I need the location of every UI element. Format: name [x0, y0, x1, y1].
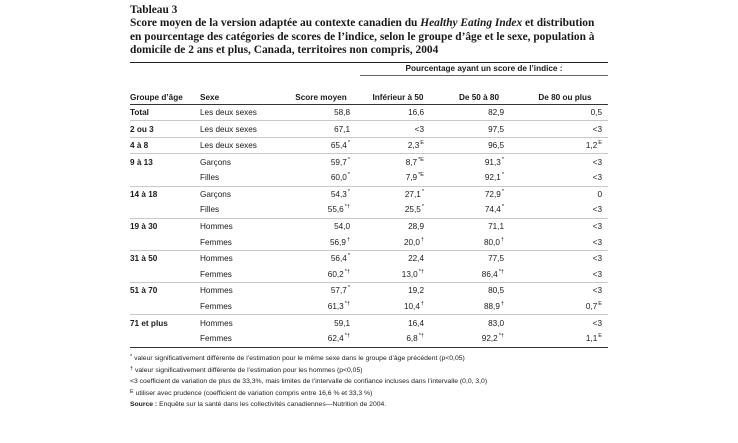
cell-below-50-value: 20,0	[403, 237, 420, 247]
table-row	[130, 154, 608, 170]
cell-80-plus-value: 0,7	[585, 302, 598, 312]
cell-sex-value: Garçons	[200, 157, 231, 167]
footnote-text: utiliser avec prudence (coefficient de variation compris entre 16,6 % et 33,3 %)	[135, 390, 373, 398]
footnotes	[130, 352, 608, 411]
cell-80-plus-value: <3	[592, 222, 602, 232]
cell-sex-value: Hommes	[200, 254, 233, 264]
cell-50-80	[436, 315, 522, 331]
footnote-symbol: E	[130, 389, 134, 396]
cell-age-group-value: 9 à 13	[130, 157, 153, 167]
cell-80-plus-value: <3	[592, 269, 602, 279]
cell-50-80	[436, 331, 522, 347]
table-title	[130, 17, 608, 57]
cell-80-plus	[522, 202, 608, 218]
cell-50-80	[436, 234, 522, 250]
cell-below-50	[360, 315, 436, 331]
cell-80-plus	[522, 315, 608, 331]
cell-age-group-value: Total	[130, 107, 149, 117]
source-label: Source :	[130, 400, 160, 408]
cell-50-80-value: 74,4	[484, 205, 501, 215]
footnote	[130, 364, 608, 377]
cell-below-50	[360, 250, 436, 266]
cell-age-group-value: 19 à 30	[130, 222, 158, 232]
cell-score	[282, 234, 360, 250]
cell-age-group-value: 51 à 70	[130, 286, 158, 296]
cell-sex	[200, 218, 282, 234]
cell-score-value: 59,7	[330, 157, 347, 167]
footnote-marker: *†	[344, 301, 350, 308]
col-age-group: Groupe d’âge	[130, 75, 200, 104]
footnote-marker: E	[598, 301, 602, 308]
cell-score	[282, 154, 360, 170]
cell-50-80	[436, 299, 522, 315]
cell-below-50-value: 27,1	[404, 189, 421, 199]
cell-sex-value: Garçons	[200, 189, 231, 199]
cell-below-50	[360, 218, 436, 234]
cell-sex-value: Filles	[200, 205, 220, 215]
cell-80-plus	[522, 234, 608, 250]
col-80-plus: De 80 ou plus	[522, 75, 608, 104]
cell-sex	[200, 331, 282, 347]
cell-age-group	[130, 104, 200, 121]
table-row	[130, 170, 608, 186]
cell-below-50-value: 19,2	[408, 286, 424, 296]
footnote-text: valeur significativement différente de l’estimation pour le même sexe dans le groupe d’âge précédent (p<0,05)	[134, 354, 465, 362]
cell-score-value: 57,7	[330, 286, 347, 296]
cell-score	[282, 250, 360, 266]
cell-50-80-value: 96,5	[488, 141, 504, 151]
table-row	[130, 137, 608, 154]
cell-score-value: 59,1	[334, 318, 350, 328]
cell-below-50	[360, 170, 436, 186]
cell-score-value: 61,3	[327, 302, 344, 312]
cell-80-plus-value: 0	[597, 189, 602, 199]
table-container	[130, 4, 608, 410]
table-label: Tableau 3	[130, 4, 178, 16]
cell-50-80-value: 82,9	[488, 107, 504, 117]
cell-sex-value: Hommes	[200, 222, 233, 232]
cell-score	[282, 202, 360, 218]
cell-50-80	[436, 267, 522, 283]
cell-50-80	[436, 186, 522, 202]
cell-age-group	[130, 137, 200, 154]
cell-sex-value: Filles	[200, 173, 220, 183]
table-row	[130, 315, 608, 331]
cell-age-group	[130, 202, 200, 218]
col-50-80: De 50 à 80	[436, 75, 522, 104]
cell-50-80	[436, 154, 522, 170]
table-row	[130, 283, 608, 299]
cell-50-80	[436, 104, 522, 121]
cell-below-50	[360, 267, 436, 283]
cell-score	[282, 218, 360, 234]
cell-score-value: 58,8	[334, 107, 350, 117]
cell-score-value: 55,6	[327, 205, 344, 215]
cell-sex	[200, 104, 282, 121]
footnote-marker: *	[421, 204, 424, 211]
table-row	[130, 234, 608, 250]
cell-80-plus	[522, 250, 608, 266]
cell-sex-value: Femmes	[200, 269, 232, 279]
footnote-marker: *	[421, 188, 424, 195]
cell-80-plus	[522, 283, 608, 299]
footnote	[130, 387, 608, 400]
cell-50-80-value: 80,0	[483, 237, 500, 247]
col-score: Score moyen	[282, 75, 360, 104]
cell-80-plus	[522, 104, 608, 121]
cell-80-plus	[522, 331, 608, 347]
cell-80-plus	[522, 121, 608, 138]
cell-score-value: 60,2	[327, 269, 344, 279]
cell-80-plus-value: 1,1	[585, 334, 598, 344]
cell-below-50-value: 25,5	[404, 205, 421, 215]
footnote-text: <3 coefficient de variation de plus de 33,3%, mais limites de l’intervalle de confiance incluses dans l’intervalle (0,0, 3,0)	[130, 377, 488, 385]
cell-50-80-value: 97,5	[488, 124, 504, 134]
cell-50-80-value: 80,5	[488, 286, 504, 296]
cell-below-50-value: 8,7	[405, 157, 418, 167]
cell-sex	[200, 315, 282, 331]
footnote-marker: †	[420, 301, 424, 308]
cell-sex	[200, 299, 282, 315]
cell-sex	[200, 137, 282, 154]
footnote-marker: *†	[344, 204, 350, 211]
cell-80-plus-value: <3	[592, 318, 602, 328]
title-part: Score moyen de la version adaptée au contexte canadien du	[130, 17, 421, 30]
cell-below-50	[360, 331, 436, 347]
cell-score	[282, 170, 360, 186]
cell-50-80-value: 83,0	[488, 318, 504, 328]
footnote	[130, 377, 608, 388]
cell-below-50	[360, 104, 436, 121]
footnote-marker: *	[501, 156, 504, 163]
cell-below-50	[360, 121, 436, 138]
cell-below-50	[360, 154, 436, 170]
cell-50-80	[436, 202, 522, 218]
cell-sex	[200, 267, 282, 283]
cell-age-group	[130, 234, 200, 250]
table-row	[130, 267, 608, 283]
cell-score-value: 54,3	[330, 189, 347, 199]
cell-50-80-value: 71,1	[488, 222, 504, 232]
cell-score-value: 54,0	[334, 222, 350, 232]
cell-score-value: 60,0	[330, 173, 347, 183]
cell-sex-value: Les deux sexes	[200, 107, 257, 117]
cell-sex	[200, 202, 282, 218]
footnote-symbol: *	[130, 353, 133, 360]
cell-sex	[200, 121, 282, 138]
cell-50-80-value: 88,9	[483, 302, 500, 312]
cell-score	[282, 137, 360, 154]
cell-below-50-value: 13,0	[401, 269, 418, 279]
cell-50-80-value: 86,4	[481, 269, 498, 279]
footnote-marker: *	[347, 156, 350, 163]
cell-80-plus-value: <3	[592, 157, 602, 167]
cell-below-50-value: 2,3	[407, 141, 420, 151]
footnote-marker: *	[347, 188, 350, 195]
cell-score	[282, 121, 360, 138]
cell-sex	[200, 234, 282, 250]
footnote-marker: E	[420, 140, 424, 147]
cell-score	[282, 331, 360, 347]
table-row	[130, 202, 608, 218]
footnote	[130, 352, 608, 365]
footnote-text: valeur significativement différente de l’estimation pour les hommes (p<0,05)	[135, 367, 363, 375]
cell-sex-value: Femmes	[200, 334, 232, 344]
cell-50-80-value: 77,5	[488, 254, 504, 264]
title-part: et distribution en pourcentage des catégories de scores de l’indice, selon le groupe d’âge et le sexe, population à domicile de 2 ans et plus, Canada, territoires non compris, 2004	[130, 17, 595, 57]
source-note	[130, 400, 608, 411]
cell-below-50	[360, 202, 436, 218]
cell-score	[282, 315, 360, 331]
data-table	[130, 63, 608, 348]
cell-below-50	[360, 234, 436, 250]
footnote-marker: *	[501, 172, 504, 179]
cell-80-plus	[522, 137, 608, 154]
cell-80-plus	[522, 267, 608, 283]
cell-80-plus	[522, 186, 608, 202]
footnote-marker: *†	[418, 333, 424, 340]
cell-age-group	[130, 299, 200, 315]
percentage-span-header: Pourcentage ayant un score de l’indice :	[360, 63, 608, 76]
cell-80-plus-value: 0,5	[590, 107, 602, 117]
cell-sex-value: Les deux sexes	[200, 124, 257, 134]
cell-sex-value: Hommes	[200, 286, 233, 296]
footnote-marker: E	[598, 140, 602, 147]
cell-80-plus-value: <3	[592, 173, 602, 183]
footnote-marker: *	[347, 253, 350, 260]
footnote-marker: E	[598, 333, 602, 340]
cell-50-80	[436, 137, 522, 154]
title-italic: Healthy Eating Index	[420, 17, 523, 30]
cell-80-plus-value: <3	[592, 237, 602, 247]
cell-below-50-value: 16,4	[408, 318, 424, 328]
cell-80-plus-value: <3	[592, 124, 602, 134]
source-text: Enquête sur la santé dans les collectivités canadiennes—Nutrition de 2004.	[159, 400, 387, 408]
cell-age-group	[130, 267, 200, 283]
table-row	[130, 250, 608, 266]
cell-age-group	[130, 283, 200, 299]
cell-score	[282, 267, 360, 283]
cell-age-group	[130, 315, 200, 331]
footnote-marker: *†	[344, 268, 350, 275]
footnote-symbol: †	[130, 366, 133, 373]
table-row	[130, 104, 608, 121]
cell-age-group	[130, 154, 200, 170]
cell-80-plus-value: 1,2	[585, 141, 598, 151]
footnote-marker: †	[420, 236, 424, 243]
cell-80-plus	[522, 299, 608, 315]
cell-below-50-value: <3	[414, 124, 424, 134]
footnote-marker: *	[501, 204, 504, 211]
footnote-marker: *†	[344, 333, 350, 340]
cell-50-80	[436, 218, 522, 234]
cell-80-plus	[522, 170, 608, 186]
cell-50-80-value: 91,3	[484, 157, 501, 167]
cell-sex	[200, 283, 282, 299]
table-row	[130, 331, 608, 347]
cell-50-80	[436, 250, 522, 266]
cell-age-group	[130, 121, 200, 138]
cell-below-50	[360, 137, 436, 154]
cell-80-plus	[522, 218, 608, 234]
footnote-marker: *†	[418, 268, 424, 275]
cell-sex	[200, 186, 282, 202]
footnote-marker: †	[500, 301, 504, 308]
cell-age-group-value: 14 à 18	[130, 189, 158, 199]
cell-below-50	[360, 283, 436, 299]
cell-age-group	[130, 186, 200, 202]
cell-below-50-value: 28,9	[408, 222, 424, 232]
cell-age-group	[130, 218, 200, 234]
cell-age-group-value: 31 à 50	[130, 254, 158, 264]
cell-sex	[200, 170, 282, 186]
cell-age-group-value: 4 à 8	[130, 141, 149, 151]
cell-score	[282, 186, 360, 202]
col-sex: Sexe	[200, 75, 282, 104]
cell-below-50-value: 10,4	[403, 302, 420, 312]
cell-score-value: 67,1	[334, 124, 350, 134]
cell-below-50-value: 16,6	[408, 107, 424, 117]
cell-below-50-value: 22,4	[408, 254, 424, 264]
footnote-marker: *	[347, 172, 350, 179]
footnote-marker: *E	[418, 156, 424, 163]
table-row	[130, 186, 608, 202]
cell-50-80	[436, 121, 522, 138]
footnote-marker: *	[347, 140, 350, 147]
cell-80-plus-value: <3	[592, 286, 602, 296]
cell-below-50	[360, 186, 436, 202]
cell-age-group-value: 71 et plus	[130, 318, 168, 328]
footnote-marker: *	[501, 188, 504, 195]
cell-50-80	[436, 283, 522, 299]
table-caption	[130, 4, 608, 58]
cell-score-value: 56,9	[329, 237, 346, 247]
cell-80-plus-value: <3	[592, 254, 602, 264]
table-row	[130, 218, 608, 234]
cell-age-group	[130, 250, 200, 266]
footnote-marker: *E	[418, 172, 424, 179]
col-below-50: Inférieur à 50	[360, 75, 436, 104]
footnote-marker: †	[500, 236, 504, 243]
cell-age-group-value: 2 ou 3	[130, 124, 154, 134]
footnote-marker: †	[346, 236, 350, 243]
cell-sex-value: Femmes	[200, 302, 232, 312]
cell-50-80-value: 72,9	[484, 189, 501, 199]
cell-score-value: 62,4	[327, 334, 344, 344]
cell-sex-value: Femmes	[200, 237, 232, 247]
cell-score-value: 56,4	[330, 254, 347, 264]
cell-age-group	[130, 331, 200, 347]
footnote-marker: *	[347, 285, 350, 292]
cell-sex-value: Hommes	[200, 318, 233, 328]
cell-sex	[200, 154, 282, 170]
cell-below-50-value: 7,9	[405, 173, 418, 183]
cell-score	[282, 299, 360, 315]
cell-age-group	[130, 170, 200, 186]
cell-sex	[200, 250, 282, 266]
cell-below-50-value: 6,8	[406, 334, 418, 344]
table-row	[130, 121, 608, 138]
cell-50-80-value: 92,1	[484, 173, 501, 183]
cell-score-value: 65,4	[330, 141, 347, 151]
cell-sex-value: Les deux sexes	[200, 141, 257, 151]
table-row	[130, 299, 608, 315]
table-body	[130, 104, 608, 347]
cell-score	[282, 283, 360, 299]
cell-50-80-value: 92,2	[481, 334, 498, 344]
cell-score	[282, 104, 360, 121]
cell-50-80	[436, 170, 522, 186]
cell-80-plus-value: <3	[592, 205, 602, 215]
cell-80-plus	[522, 154, 608, 170]
footnote-marker: *†	[498, 268, 504, 275]
cell-below-50	[360, 299, 436, 315]
footnote-marker: *†	[498, 333, 504, 340]
